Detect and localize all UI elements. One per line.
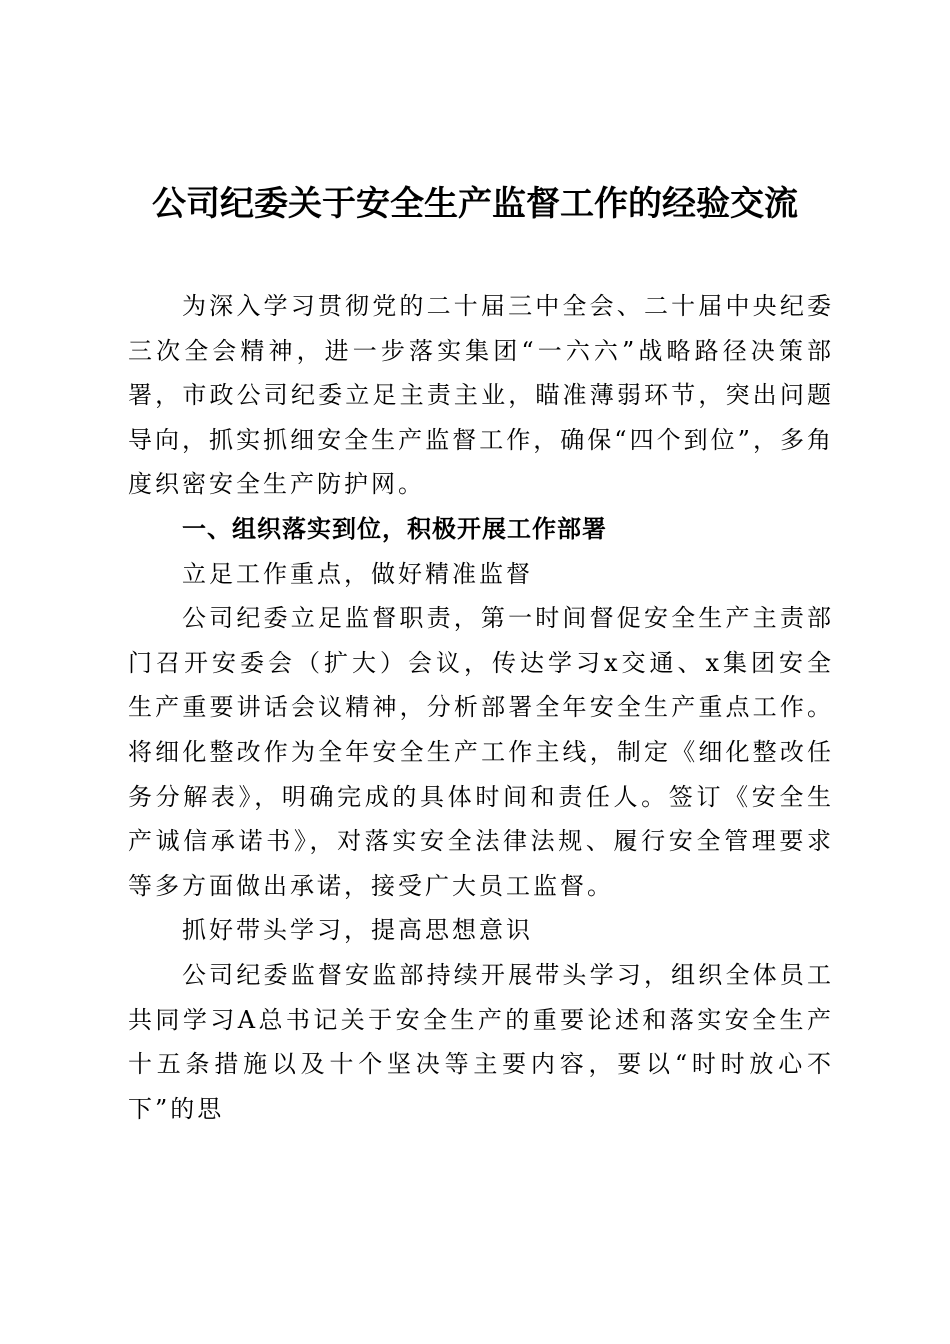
document-title: 公司纪委关于安全生产监督工作的经验交流 — [152, 184, 798, 224]
body-paragraph: 公司纪委立足监督职责，第一时间督促安全生产主责部门召开安委会（扩大）会议，传达学习x交通、x集团安全生产重要讲话会议精神，分析部署全年安全生产重点工作。将细化整改作为全年安全生产工作主线，制定《细化整改任务分解表》，明确完成的具体时间和责任人。签订《安全生产诚信承诺书》，对落实安全法律法规、履行安全管理要求等多方面做出承诺，接受广大员工监督。 — [128, 604, 834, 900]
subheading-lead-study: 抓好带头学习，提高思想意识 — [182, 916, 533, 945]
section-heading-1: 一、组织落实到位，积极开展工作部署 — [182, 514, 607, 543]
document-body — [128, 284, 834, 1131]
subheading-precise-supervision: 立足工作重点，做好精准监督 — [182, 559, 533, 588]
body-paragraph: 公司纪委监督安监部持续开展带头学习，组织全体员工共同学习A总书记关于安全生产的重要论述和落实安全生产十五条措施以及十个坚决等主要内容，要以“时时放心不下”的思 — [128, 960, 834, 1123]
intro-paragraph: 为深入学习贯彻党的二十届三中全会、二十届中央纪委三次全会精神，进一步落实集团“一六六”战略路径决策部署，市政公司纪委立足主责主业，瞄准薄弱环节，突出问题导向，抓实抓细安全生产监督工作，确保“四个到位”，多角度织密安全生产防护网。 — [128, 292, 834, 499]
